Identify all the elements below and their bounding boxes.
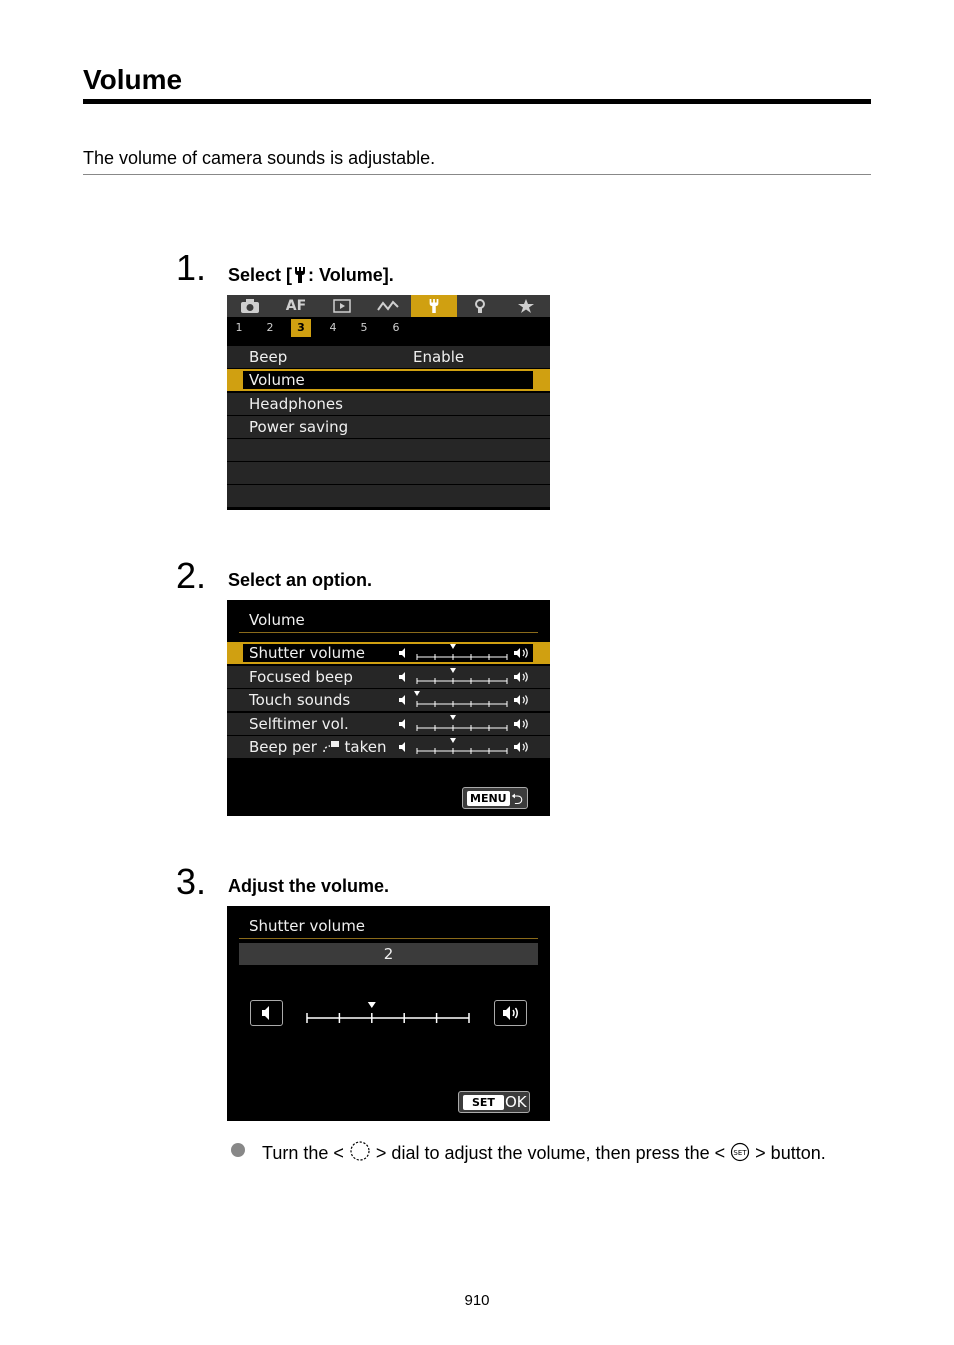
volume-slider: [397, 713, 532, 735]
volume-row-shutter[interactable]: [227, 642, 550, 664]
label-before: Beep per: [249, 738, 317, 756]
svg-text:SET: SET: [733, 1149, 747, 1157]
step-text: [228, 265, 394, 286]
menu-row-power-saving[interactable]: [227, 416, 550, 438]
slider-marker: [450, 715, 456, 720]
menu-row-headphones[interactable]: [227, 393, 550, 415]
menu-label: MENU: [467, 791, 510, 806]
menu-row-label: Headphones: [249, 395, 343, 413]
volume-down-button[interactable]: [250, 1000, 283, 1026]
menu-back-button[interactable]: [462, 787, 528, 809]
step-text-before: Select [: [228, 265, 293, 285]
self-timer-shot-icon: [322, 740, 340, 754]
title-rule: [83, 99, 871, 104]
subtab-4[interactable]: 4: [329, 321, 337, 334]
step-text-after: : Volume].: [308, 265, 394, 285]
tab-custom[interactable]: [457, 295, 503, 317]
step-number: 2.: [176, 555, 207, 596]
menu-subtabs: [227, 317, 550, 339]
camera-icon: [240, 298, 260, 314]
slider-marker: [450, 738, 456, 743]
volume-slider: [397, 666, 532, 688]
volume-row-beep-per-shot[interactable]: [227, 736, 550, 758]
volume-up-button[interactable]: [494, 1000, 527, 1026]
volume-value: 2: [239, 943, 538, 965]
volume-row-selftimer[interactable]: [227, 713, 550, 735]
speaker-waves: [523, 720, 527, 729]
note-part-2: > dial to adjust the volume, then press the <: [375, 1143, 726, 1163]
subtab-2[interactable]: 2: [266, 321, 274, 334]
speaker-low-icon: [399, 672, 405, 682]
star-icon: [517, 298, 535, 314]
speaker-high-icon: [514, 719, 520, 729]
volume-row-label: Focused beep: [249, 668, 353, 686]
menu-row-empty: [227, 462, 550, 484]
slider-marker: [450, 668, 456, 673]
menu-row-value: Enable: [413, 348, 465, 366]
subtab-5[interactable]: 5: [360, 321, 368, 334]
menu-row-label: Power saving: [249, 418, 349, 436]
volume-slider[interactable]: [305, 1000, 473, 1026]
play-icon: [332, 298, 352, 314]
volume-row-touch-sounds[interactable]: [227, 689, 550, 711]
speaker-low-icon: [251, 1001, 282, 1025]
menu-tabs: [227, 295, 550, 317]
volume-row-focused-beep[interactable]: [227, 666, 550, 688]
speaker-waves: [523, 696, 527, 705]
speaker-waves: [523, 673, 527, 682]
header-rule: [239, 938, 538, 939]
speaker-low-icon: [399, 648, 405, 658]
wireless-icon: [376, 298, 400, 314]
speaker-waves: [523, 649, 527, 658]
volume-row-label: [249, 738, 387, 756]
speaker-high-icon: [514, 648, 520, 658]
menu-row-volume[interactable]: [227, 369, 550, 391]
tab-af[interactable]: AF: [285, 298, 307, 314]
menu-row-empty: [227, 439, 550, 461]
wrench-icon: [427, 298, 441, 314]
instruction-note: [262, 1140, 826, 1164]
screen-header: Volume: [249, 611, 305, 629]
speaker-high-icon: [514, 742, 520, 752]
slider-marker: [450, 644, 456, 649]
volume-slider: [397, 642, 532, 664]
menu-row-label: Volume: [249, 371, 305, 389]
menu-row-beep[interactable]: [227, 346, 550, 368]
bullet-dot: [231, 1143, 245, 1157]
custom-icon: [471, 298, 489, 314]
camera-screen-volume: [227, 600, 550, 816]
speaker-low-icon: [399, 742, 405, 752]
speaker-high-icon: [514, 695, 520, 705]
speaker-high-icon: [495, 1001, 526, 1025]
step-number: 1.: [176, 247, 207, 288]
menu-row-empty: [227, 485, 550, 507]
step-number: 3.: [176, 861, 207, 902]
slider-marker: [368, 1002, 376, 1008]
return-icon: ⮌: [511, 790, 524, 808]
volume-slider: [397, 689, 532, 711]
volume-slider: [397, 736, 532, 758]
screen-header: Shutter volume: [249, 917, 366, 935]
tab-setup[interactable]: [411, 295, 457, 317]
volume-row-label: Selftimer vol.: [249, 715, 349, 733]
header-rule: [239, 632, 538, 633]
label-after: taken: [344, 738, 387, 756]
subtab-6[interactable]: 6: [392, 321, 400, 334]
volume-row-label: Shutter volume: [249, 644, 366, 662]
quick-control-dial-icon: [349, 1140, 371, 1162]
step-text: Select an option.: [228, 570, 373, 590]
note-part-3: > button.: [755, 1143, 826, 1163]
set-ok-button[interactable]: [458, 1091, 530, 1113]
note-part-1: Turn the <: [262, 1143, 344, 1163]
intro-text: The volume of camera sounds is adjustable.: [83, 148, 436, 168]
camera-screen-shutter-volume: [227, 906, 550, 1121]
page-number: 910: [464, 1292, 490, 1309]
intro-rule: [83, 174, 871, 175]
speaker-low-icon: [399, 719, 405, 729]
volume-row-label: Touch sounds: [249, 691, 351, 709]
menu-row-label: Beep: [249, 348, 288, 366]
speaker-waves: [523, 743, 527, 752]
camera-screen-menu: [227, 295, 550, 510]
wrench-icon: [292, 266, 308, 284]
subtab-1[interactable]: 1: [235, 321, 243, 334]
subtab-3[interactable]: 3: [291, 319, 311, 337]
ok-label: OK: [505, 1093, 527, 1111]
slider-marker: [414, 691, 420, 696]
speaker-low-icon: [399, 695, 405, 705]
tab-my-menu[interactable]: [503, 295, 549, 317]
step-text: Adjust the volume.: [228, 876, 390, 896]
tab-playback[interactable]: [319, 295, 365, 317]
set-label: SET: [463, 1095, 504, 1110]
set-button-icon: [730, 1142, 750, 1162]
page-title: Volume: [83, 64, 183, 95]
speaker-high-icon: [514, 672, 520, 682]
tab-wireless[interactable]: [365, 295, 411, 317]
tab-shooting[interactable]: [227, 295, 273, 317]
